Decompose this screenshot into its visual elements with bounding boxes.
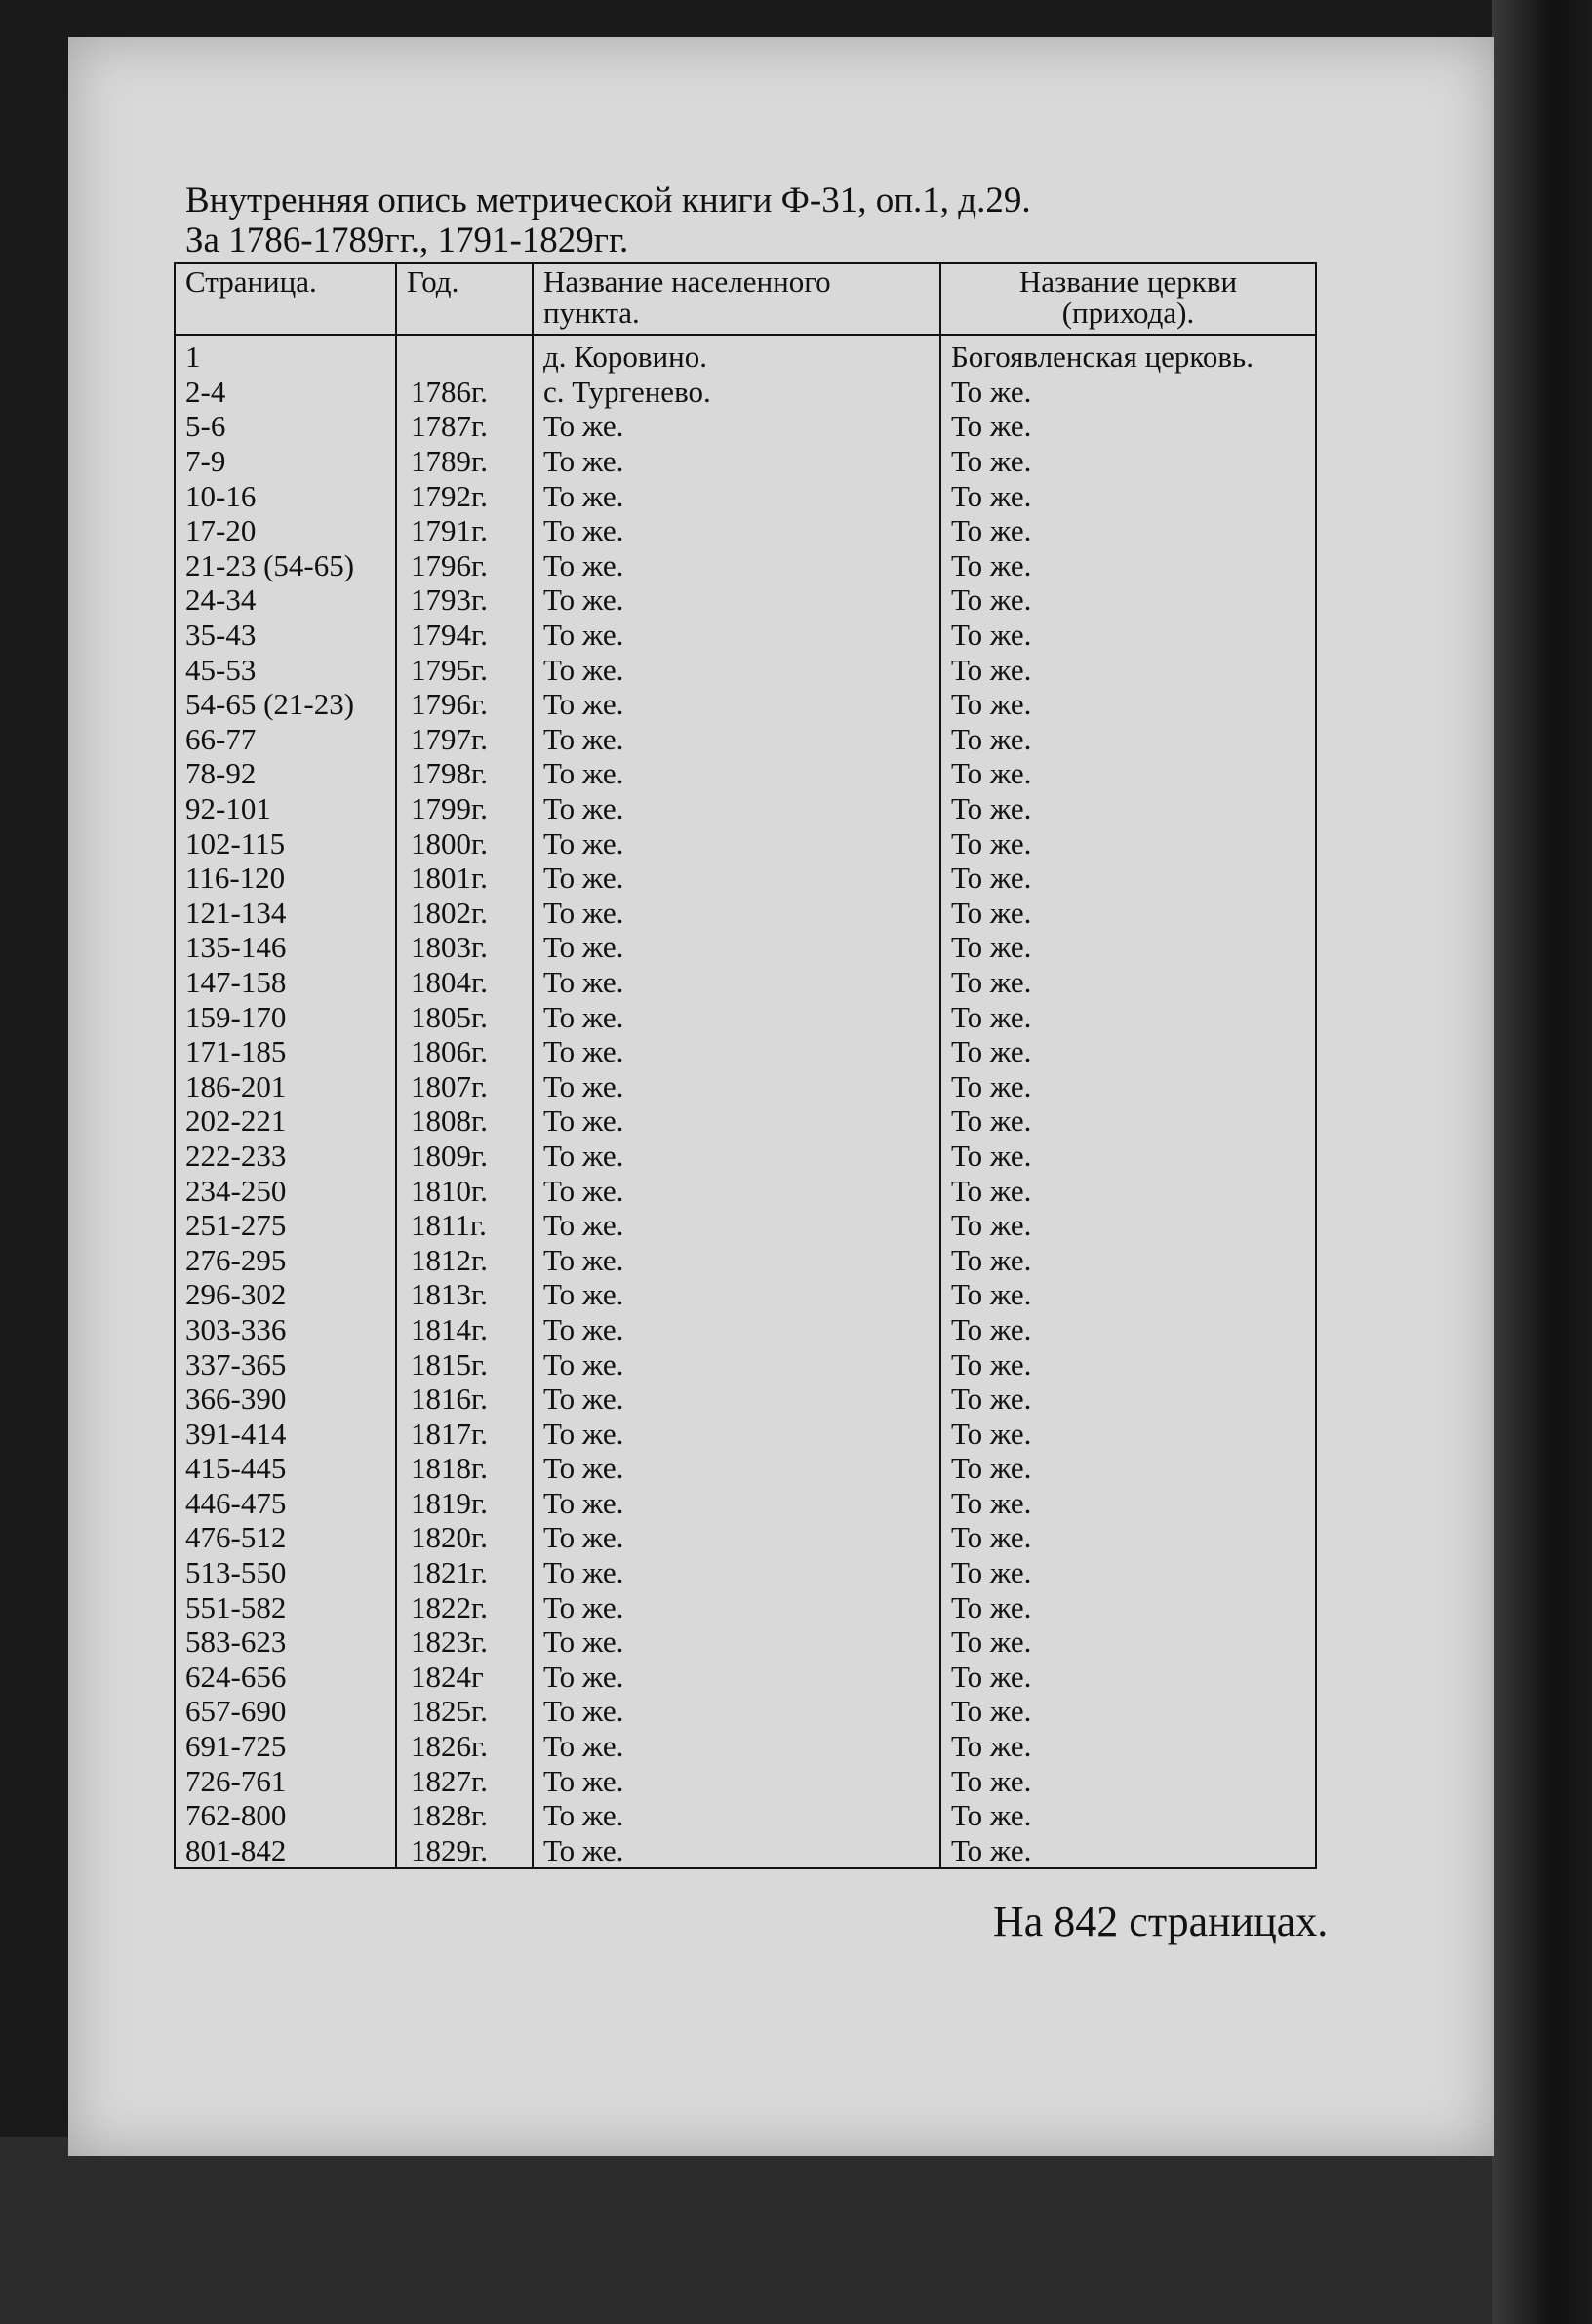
table-row — [175, 687, 1316, 722]
cell-church: То же. — [940, 825, 1316, 861]
cell-page: 551-582 — [175, 1589, 396, 1624]
cell-page: 801-842 — [175, 1833, 396, 1869]
cell-page: 366-390 — [175, 1382, 396, 1417]
cell-settlement: То же. — [533, 548, 940, 583]
cell-page: 276-295 — [175, 1242, 396, 1277]
table-row — [175, 1382, 1316, 1417]
cell-settlement: То же. — [533, 1763, 940, 1798]
cell-settlement: То же. — [533, 1555, 940, 1590]
header-year: Год. — [396, 263, 533, 335]
cell-church: То же. — [940, 861, 1316, 896]
cell-year: 1817г. — [396, 1416, 533, 1451]
cell-page: 135-146 — [175, 930, 396, 965]
cell-church: То же. — [940, 513, 1316, 548]
cell-page: 446-475 — [175, 1486, 396, 1521]
cell-page: 1 — [175, 335, 396, 375]
cell-settlement: То же. — [533, 825, 940, 861]
cell-year: 1801г. — [396, 861, 533, 896]
cell-settlement: То же. — [533, 582, 940, 618]
table-row — [175, 1624, 1316, 1660]
table-row — [175, 1729, 1316, 1764]
cell-page: 17-20 — [175, 513, 396, 548]
document-title — [185, 180, 1031, 260]
cell-page: 10-16 — [175, 478, 396, 513]
cell-page: 691-725 — [175, 1729, 396, 1764]
cell-settlement: То же. — [533, 999, 940, 1034]
scan-background-right — [1492, 0, 1592, 2324]
cell-year: 1820г. — [396, 1520, 533, 1555]
table-row — [175, 965, 1316, 1000]
cell-year: 1819г. — [396, 1486, 533, 1521]
cell-page: 66-77 — [175, 722, 396, 757]
cell-settlement: То же. — [533, 756, 940, 791]
cell-year: 1805г. — [396, 999, 533, 1034]
table-row — [175, 1833, 1316, 1869]
inventory-table — [174, 262, 1317, 1869]
cell-year: 1810г. — [396, 1173, 533, 1208]
cell-year: 1809г. — [396, 1139, 533, 1174]
cell-settlement: То же. — [533, 409, 940, 444]
cell-settlement: То же. — [533, 1173, 940, 1208]
cell-year: 1800г. — [396, 825, 533, 861]
table-row — [175, 1520, 1316, 1555]
table-row — [175, 861, 1316, 896]
cell-year: 1789г. — [396, 444, 533, 479]
cell-page: 5-6 — [175, 409, 396, 444]
cell-settlement: То же. — [533, 1416, 940, 1451]
table-row — [175, 335, 1316, 375]
cell-year: 1806г. — [396, 1034, 533, 1069]
cell-church: То же. — [940, 1833, 1316, 1869]
cell-settlement: То же. — [533, 1139, 940, 1174]
cell-page: 337-365 — [175, 1346, 396, 1382]
cell-page: 35-43 — [175, 618, 396, 653]
cell-church: То же. — [940, 1103, 1316, 1139]
cell-year: 1796г. — [396, 548, 533, 583]
cell-year: 1797г. — [396, 722, 533, 757]
cell-church: То же. — [940, 1173, 1316, 1208]
cell-church: То же. — [940, 1312, 1316, 1347]
cell-year: 1799г. — [396, 791, 533, 826]
cell-church: То же. — [940, 756, 1316, 791]
table-row — [175, 618, 1316, 653]
cell-church: То же. — [940, 1555, 1316, 1590]
cell-year: 1824г — [396, 1660, 533, 1695]
total-pages-note: На 842 страницах. — [993, 1898, 1329, 1945]
table-row — [175, 722, 1316, 757]
cell-year: 1823г. — [396, 1624, 533, 1660]
table-row — [175, 1416, 1316, 1451]
table-row — [175, 1173, 1316, 1208]
cell-church: То же. — [940, 582, 1316, 618]
cell-page: 762-800 — [175, 1798, 396, 1833]
cell-settlement: То же. — [533, 1068, 940, 1103]
header-page: Страница. — [175, 263, 396, 335]
table-row — [175, 375, 1316, 410]
table-row — [175, 791, 1316, 826]
table-row — [175, 652, 1316, 687]
cell-year: 1828г. — [396, 1798, 533, 1833]
cell-page: 624-656 — [175, 1660, 396, 1695]
cell-page: 7-9 — [175, 444, 396, 479]
cell-year: 1791г. — [396, 513, 533, 548]
cell-church: То же. — [940, 999, 1316, 1034]
cell-page: 234-250 — [175, 1173, 396, 1208]
table-row — [175, 1277, 1316, 1312]
cell-page: 726-761 — [175, 1763, 396, 1798]
cell-church: То же. — [940, 618, 1316, 653]
cell-church: То же. — [940, 1416, 1316, 1451]
table-row — [175, 513, 1316, 548]
cell-year: 1821г. — [396, 1555, 533, 1590]
cell-settlement: То же. — [533, 1451, 940, 1486]
cell-page: 45-53 — [175, 652, 396, 687]
cell-page: 415-445 — [175, 1451, 396, 1486]
cell-church: То же. — [940, 1139, 1316, 1174]
table-row — [175, 825, 1316, 861]
table-row — [175, 1103, 1316, 1139]
table-row — [175, 1242, 1316, 1277]
cell-page: 159-170 — [175, 999, 396, 1034]
scan-background-bottom — [0, 2137, 1592, 2324]
cell-church: То же. — [940, 1451, 1316, 1486]
cell-church: То же. — [940, 409, 1316, 444]
cell-settlement: То же. — [533, 1346, 940, 1382]
cell-church: Богоявленская церковь. — [940, 335, 1316, 375]
cell-church: То же. — [940, 548, 1316, 583]
cell-year: 1816г. — [396, 1382, 533, 1417]
cell-year: 1798г. — [396, 756, 533, 791]
table-row — [175, 930, 1316, 965]
cell-church: То же. — [940, 687, 1316, 722]
cell-settlement: То же. — [533, 1242, 940, 1277]
cell-church: То же. — [940, 1034, 1316, 1069]
cell-page: 78-92 — [175, 756, 396, 791]
cell-page: 222-233 — [175, 1139, 396, 1174]
cell-year: 1804г. — [396, 965, 533, 1000]
cell-church: То же. — [940, 1589, 1316, 1624]
cell-church: То же. — [940, 1660, 1316, 1695]
table-row — [175, 1555, 1316, 1590]
cell-church: То же. — [940, 1763, 1316, 1798]
cell-settlement: То же. — [533, 444, 940, 479]
cell-year: 1829г. — [396, 1833, 533, 1869]
cell-settlement: То же. — [533, 652, 940, 687]
cell-settlement: То же. — [533, 1382, 940, 1417]
cell-church: То же. — [940, 1068, 1316, 1103]
cell-church: То же. — [940, 1694, 1316, 1729]
cell-page: 147-158 — [175, 965, 396, 1000]
cell-settlement: То же. — [533, 1486, 940, 1521]
cell-church: То же. — [940, 1486, 1316, 1521]
cell-year: 1808г. — [396, 1103, 533, 1139]
cell-church: То же. — [940, 652, 1316, 687]
cell-settlement: То же. — [533, 1312, 940, 1347]
cell-church: То же. — [940, 722, 1316, 757]
table-row — [175, 1034, 1316, 1069]
cell-page: 54-65 (21-23) — [175, 687, 396, 722]
cell-church: То же. — [940, 965, 1316, 1000]
cell-page: 116-120 — [175, 861, 396, 896]
cell-page: 583-623 — [175, 1624, 396, 1660]
cell-church: То же. — [940, 1798, 1316, 1833]
cell-settlement: То же. — [533, 618, 940, 653]
table-row — [175, 478, 1316, 513]
table-row — [175, 1589, 1316, 1624]
cell-page: 391-414 — [175, 1416, 396, 1451]
cell-settlement: То же. — [533, 1729, 940, 1764]
cell-year: 1825г. — [396, 1694, 533, 1729]
header-church: Название церкви (прихода). — [940, 263, 1316, 335]
table-body — [175, 335, 1316, 1868]
cell-page: 476-512 — [175, 1520, 396, 1555]
cell-church: То же. — [940, 1277, 1316, 1312]
table-row — [175, 409, 1316, 444]
cell-settlement: То же. — [533, 791, 940, 826]
cell-church: То же. — [940, 896, 1316, 931]
cell-church: То же. — [940, 478, 1316, 513]
table-row — [175, 1763, 1316, 1798]
cell-page: 303-336 — [175, 1312, 396, 1347]
cell-settlement: То же. — [533, 1208, 940, 1243]
cell-church: То же. — [940, 930, 1316, 965]
cell-settlement: То же. — [533, 1589, 940, 1624]
cell-settlement: д. Коровино. — [533, 335, 940, 375]
cell-page: 296-302 — [175, 1277, 396, 1312]
cell-year — [396, 335, 533, 375]
cell-church: То же. — [940, 1382, 1316, 1417]
cell-year: 1814г. — [396, 1312, 533, 1347]
cell-page: 92-101 — [175, 791, 396, 826]
title-line-2: За 1786-1789гг., 1791-1829гг. — [185, 220, 629, 260]
cell-page: 513-550 — [175, 1555, 396, 1590]
cell-page: 251-275 — [175, 1208, 396, 1243]
cell-year: 1815г. — [396, 1346, 533, 1382]
header-settlement: Название населенного пункта. — [533, 263, 940, 335]
cell-settlement: с. Тургенево. — [533, 375, 940, 410]
cell-year: 1793г. — [396, 582, 533, 618]
table-row — [175, 1208, 1316, 1243]
cell-year: 1826г. — [396, 1729, 533, 1764]
table-row — [175, 1139, 1316, 1174]
table-row — [175, 896, 1316, 931]
cell-settlement: То же. — [533, 896, 940, 931]
cell-settlement: То же. — [533, 1520, 940, 1555]
table-row — [175, 1068, 1316, 1103]
cell-settlement: То же. — [533, 1624, 940, 1660]
cell-year: 1794г. — [396, 618, 533, 653]
cell-settlement: То же. — [533, 1833, 940, 1869]
cell-page: 202-221 — [175, 1103, 396, 1139]
cell-page: 171-185 — [175, 1034, 396, 1069]
table-row — [175, 1694, 1316, 1729]
cell-year: 1827г. — [396, 1763, 533, 1798]
cell-year: 1795г. — [396, 652, 533, 687]
cell-year: 1818г. — [396, 1451, 533, 1486]
cell-settlement: То же. — [533, 861, 940, 896]
cell-year: 1811г. — [396, 1208, 533, 1243]
table-row — [175, 1660, 1316, 1695]
table-row — [175, 548, 1316, 583]
cell-year: 1787г. — [396, 409, 533, 444]
cell-year: 1822г. — [396, 1589, 533, 1624]
cell-settlement: То же. — [533, 1694, 940, 1729]
cell-church: То же. — [940, 1346, 1316, 1382]
cell-settlement: То же. — [533, 1798, 940, 1833]
cell-page: 121-134 — [175, 896, 396, 931]
cell-year: 1813г. — [396, 1277, 533, 1312]
cell-church: То же. — [940, 791, 1316, 826]
cell-settlement: То же. — [533, 965, 940, 1000]
cell-page: 2-4 — [175, 375, 396, 410]
cell-settlement: То же. — [533, 1103, 940, 1139]
table-row — [175, 1346, 1316, 1382]
cell-church: То же. — [940, 1520, 1316, 1555]
title-line-1: Внутренняя опись метрической книги Ф-31, оп.1, д.29. — [185, 180, 1031, 220]
cell-settlement: То же. — [533, 513, 940, 548]
cell-church: То же. — [940, 1242, 1316, 1277]
table-row — [175, 1798, 1316, 1833]
cell-settlement: То же. — [533, 478, 940, 513]
cell-page: 657-690 — [175, 1694, 396, 1729]
cell-settlement: То же. — [533, 722, 940, 757]
cell-church: То же. — [940, 1208, 1316, 1243]
cell-settlement: То же. — [533, 1277, 940, 1312]
table-row — [175, 582, 1316, 618]
cell-church: То же. — [940, 375, 1316, 410]
cell-settlement: То же. — [533, 930, 940, 965]
cell-year: 1792г. — [396, 478, 533, 513]
cell-church: То же. — [940, 1624, 1316, 1660]
table-row — [175, 444, 1316, 479]
cell-page: 102-115 — [175, 825, 396, 861]
table-header-row — [175, 263, 1316, 335]
cell-page: 186-201 — [175, 1068, 396, 1103]
cell-settlement: То же. — [533, 1660, 940, 1695]
cell-year: 1796г. — [396, 687, 533, 722]
cell-church: То же. — [940, 1729, 1316, 1764]
table-row — [175, 999, 1316, 1034]
table-row — [175, 756, 1316, 791]
cell-year: 1802г. — [396, 896, 533, 931]
cell-year: 1786г. — [396, 375, 533, 410]
cell-settlement: То же. — [533, 1034, 940, 1069]
table-row — [175, 1451, 1316, 1486]
cell-year: 1803г. — [396, 930, 533, 965]
cell-year: 1807г. — [396, 1068, 533, 1103]
table-row — [175, 1312, 1316, 1347]
cell-page: 21-23 (54-65) — [175, 548, 396, 583]
cell-year: 1812г. — [396, 1242, 533, 1277]
table-row — [175, 1486, 1316, 1521]
cell-settlement: То же. — [533, 687, 940, 722]
cell-church: То же. — [940, 444, 1316, 479]
cell-page: 24-34 — [175, 582, 396, 618]
